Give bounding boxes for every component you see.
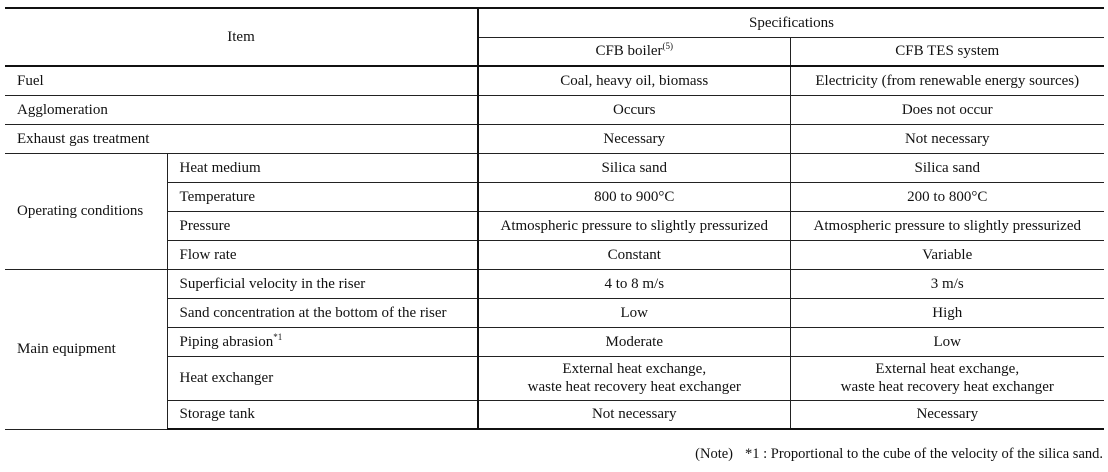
cfb-boiler-value-line: External heat exchange,: [562, 361, 707, 377]
cfb-boiler-value: Silica sand: [478, 153, 790, 182]
cfb-tes-value-line: waste heat recovery heat exchanger: [840, 379, 1054, 395]
row-label: Heat medium: [167, 153, 478, 182]
row-label: Agglomeration: [5, 95, 478, 124]
row-label: Storage tank: [167, 400, 478, 429]
cfb-boiler-value: Occurs: [478, 95, 790, 124]
cfb-tes-value: Atmospheric pressure to slightly pressurized: [790, 211, 1104, 240]
cfb-tes-value: 200 to 800°C: [790, 182, 1104, 211]
specification-table: [5, 7, 1104, 430]
table-row-temperature: [5, 182, 1104, 211]
cfb-tes-value-line: External heat exchange,: [875, 361, 1020, 377]
cfb-boiler-header: CFB boiler: [595, 43, 663, 60]
row-label: Flow rate: [167, 240, 478, 269]
table-row-flow-rate: [5, 240, 1104, 269]
cfb-tes-value: Does not occur: [790, 95, 1104, 124]
cfb-boiler-value: Coal, heavy oil, biomass: [478, 66, 790, 95]
cfb-tes-value: 3 m/s: [790, 269, 1104, 298]
row-label: Piping abrasion: [179, 333, 274, 350]
table-row-heat-exchanger: [5, 356, 1104, 400]
group-label-operating-conditions: Operating conditions: [5, 153, 167, 269]
cfb-boiler-value: Necessary: [478, 124, 790, 153]
row-label-cell: [167, 327, 478, 356]
cfb-boiler-value: Not necessary: [478, 400, 790, 429]
cfb-tes-value: High: [790, 298, 1104, 327]
table-row-piping-abrasion: [5, 327, 1104, 356]
cfb-tes-value: Low: [790, 327, 1104, 356]
specifications-header: Specifications: [749, 14, 834, 31]
cfb-tes-value-cell: [790, 356, 1104, 400]
cfb-boiler-header-cell: [478, 37, 790, 66]
group-label-main-equipment: Main equipment: [5, 269, 167, 429]
cfb-boiler-value: Atmospheric pressure to slightly pressurized: [478, 211, 790, 240]
cfb-boiler-value: 4 to 8 m/s: [478, 269, 790, 298]
row-label: Temperature: [167, 182, 478, 211]
footnote-marker: *1: [273, 331, 283, 342]
cfb-tes-value: Electricity (from renewable energy sources): [790, 66, 1104, 95]
row-label: Exhaust gas treatment: [5, 124, 478, 153]
item-header-cell: [5, 8, 478, 66]
note-text: *1 : Proportional to the cube of the velocity of the silica sand.: [745, 446, 1103, 462]
cfb-boiler-value: Low: [478, 298, 790, 327]
cfb-tes-value: Silica sand: [790, 153, 1104, 182]
row-label: Pressure: [167, 211, 478, 240]
table-row-heat-medium: [5, 153, 1104, 182]
cfb-boiler-value-line: waste heat recovery heat exchanger: [527, 379, 741, 395]
row-label: Heat exchanger: [167, 356, 478, 400]
cfb-tes-value: Not necessary: [790, 124, 1104, 153]
table-footnote: [695, 446, 1103, 463]
cfb-tes-value: Necessary: [790, 400, 1104, 429]
table-row-sand-concentration: [5, 298, 1104, 327]
specifications-header-cell: [478, 8, 1104, 37]
cfb-tes-header: CFB TES system: [895, 43, 1000, 60]
cfb-tes-header-cell: [790, 37, 1104, 66]
item-header: Item: [227, 29, 255, 45]
row-label: Sand concentration at the bottom of the riser: [167, 298, 478, 327]
table-row-exhaust-gas: [5, 124, 1104, 153]
cfb-boiler-reference: (5): [662, 41, 674, 52]
row-label: Fuel: [5, 66, 478, 95]
header-row-1: [5, 8, 1104, 37]
table-row-pressure: [5, 211, 1104, 240]
note-prefix: (Note): [695, 446, 734, 462]
cfb-boiler-value-cell: [478, 356, 790, 400]
cfb-boiler-value: 800 to 900°C: [478, 182, 790, 211]
cfb-boiler-value: Constant: [478, 240, 790, 269]
table-row-fuel: [5, 66, 1104, 95]
cfb-tes-value: Variable: [790, 240, 1104, 269]
row-label: Superficial velocity in the riser: [167, 269, 478, 298]
table-row-storage-tank: [5, 400, 1104, 429]
table-row-superficial-velocity: [5, 269, 1104, 298]
table-row-agglomeration: [5, 95, 1104, 124]
cfb-boiler-value: Moderate: [478, 327, 790, 356]
